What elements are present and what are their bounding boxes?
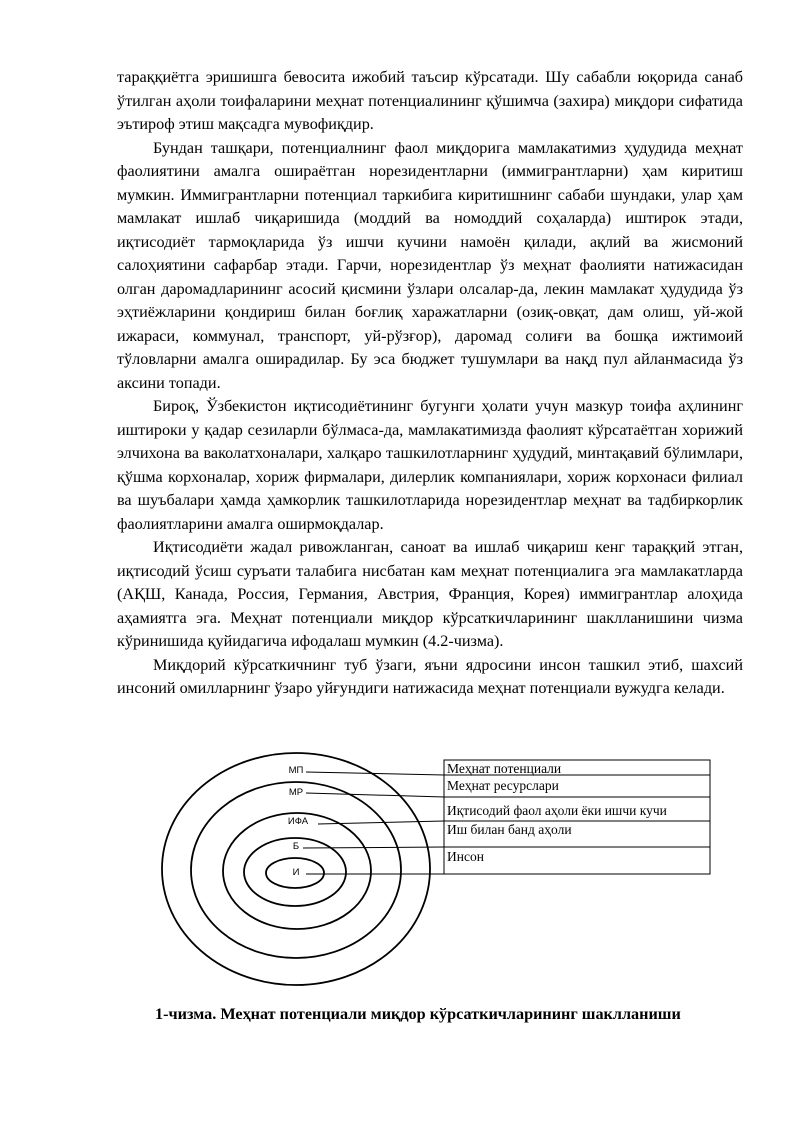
ring-b	[244, 838, 346, 906]
ring-ifa	[223, 813, 371, 929]
box-label-i: Инсон	[447, 849, 484, 864]
body-text	[117, 66, 743, 701]
box-label-b: Иш билан банд аҳоли	[447, 822, 572, 837]
ring-label-mp: МП	[288, 765, 304, 776]
ring-mp	[162, 753, 430, 985]
label-box	[444, 760, 710, 874]
box-label-mp: Меҳнат потенциали	[447, 761, 562, 776]
connector-mp	[306, 772, 444, 775]
box-label-ifa: Иқтисодий фаол аҳоли ёки ишчи кучи	[447, 803, 667, 818]
connector-ifa	[318, 821, 444, 824]
paragraph: тараққиётга эришишга бевосита ижобий таъсир кўрсатади. Шу сабабли юқорида санаб ўтилган аҳоли тоифаларини меҳнат потенциалининг қўшимча (захира) миқдори сифатида эътироф этиш мақсадга мувофиқдир.	[117, 68, 743, 133]
connector-mr	[306, 793, 444, 797]
paragraph: Иқтисодиёти жадал ривожланган, саноат ва ишлаб чиқариш кенг тараққий этган, иқтисодий ўсиш суръати талабига нисбатан кам меҳнат потенциалига эга мамлакатларда (АҚШ, Канада, Россия, Германия, Австрия, Франция, Корея) иммигрантлар алоҳида аҳамиятга эга. Меҳнат потенциали миқдор кўрсаткичларининг шаклланишини чизма кўринишида қуйидагича ифодалаш мумкин (4.2-чизма).	[117, 538, 743, 650]
paragraph: Бироқ, Ўзбекистон иқтисодиётининг бугунги ҳолати учун мазкур тоифа аҳлининг иштироки у қадар сезиларли бўлмаса-да, мамлакатимизда фаолият кўрсатаётган хорижий элчихона ва ваколатхоналари, халқаро ташкилотларнинг ҳудудий, минтақавий бўлимлари, қўшма корхоналар, хориж фирмалари, дилерлик компаниялари, хориж корхонаси филиал ва шуъбалари ҳамда ҳамкорлик ташкилотларида норезидентлар меҳнат ва тадбиркорлик фаолиятларини амалга оширмоқдалар.	[117, 397, 743, 533]
ring-label-ifa: ИФА	[287, 816, 309, 827]
ring-i	[266, 858, 324, 888]
paragraph: Миқдорий кўрсаткичнинг туб ўзаги, яъни ядросини инсон ташкил этиб, шахсий инсоний омилларнинг ўзаро уйғундиги натижасида меҳнат потенциали вужудга келади.	[117, 655, 743, 697]
ring-label-i: И	[292, 867, 300, 878]
connector-b	[303, 847, 444, 848]
ring-label-b: Б	[292, 841, 300, 852]
ring-label-mr: МР	[288, 787, 304, 798]
paragraph: Бундан ташқари, потенциалнинг фаол миқдорига мамлакатимиз ҳудудида меҳнат фаолиятини амалга ошираётган норезидентларни (иммигрантларни) ҳам киритиш мумкин. Иммигрантларни потенциал таркибига киритишнинг сабаби шундаки, улар ҳам мамлакат ишлаб чиқаришида (моддий ва номоддий соҳаларда) иштирок этади, иқтисодиёт тармоқларида ўз ишчи кучини намоён қилади, ақлий ва жисмоний салоҳиятини сафарбар этади. Гарчи, норезидентлар ўз меҳнат фаолияти натижасидан олган даромадларининг асосий қисмини ўзлари олсалар-да, лекин мамлакат ҳудудида ўз эҳтиёжларини қондириш билан боғлиқ харажатларни (озиқ-овқат, дам олиш, уй-жой ижараси, коммунал, транспорт, уй-рўзғор), даромад солиғи ва бошқа ижтимоий тўловларни амалга оширадилар. Бу эса бюджет тушумлари ва нақд пул айланмасида ўз аксини топади.	[117, 138, 743, 392]
ring-mr	[191, 782, 401, 958]
box-label-mr: Меҳнат ресурслари	[447, 778, 559, 793]
figure-caption: 1-чизма. Меҳнат потенциали миқдор кўрсаткичларининг шаклланиши	[155, 1005, 681, 1023]
